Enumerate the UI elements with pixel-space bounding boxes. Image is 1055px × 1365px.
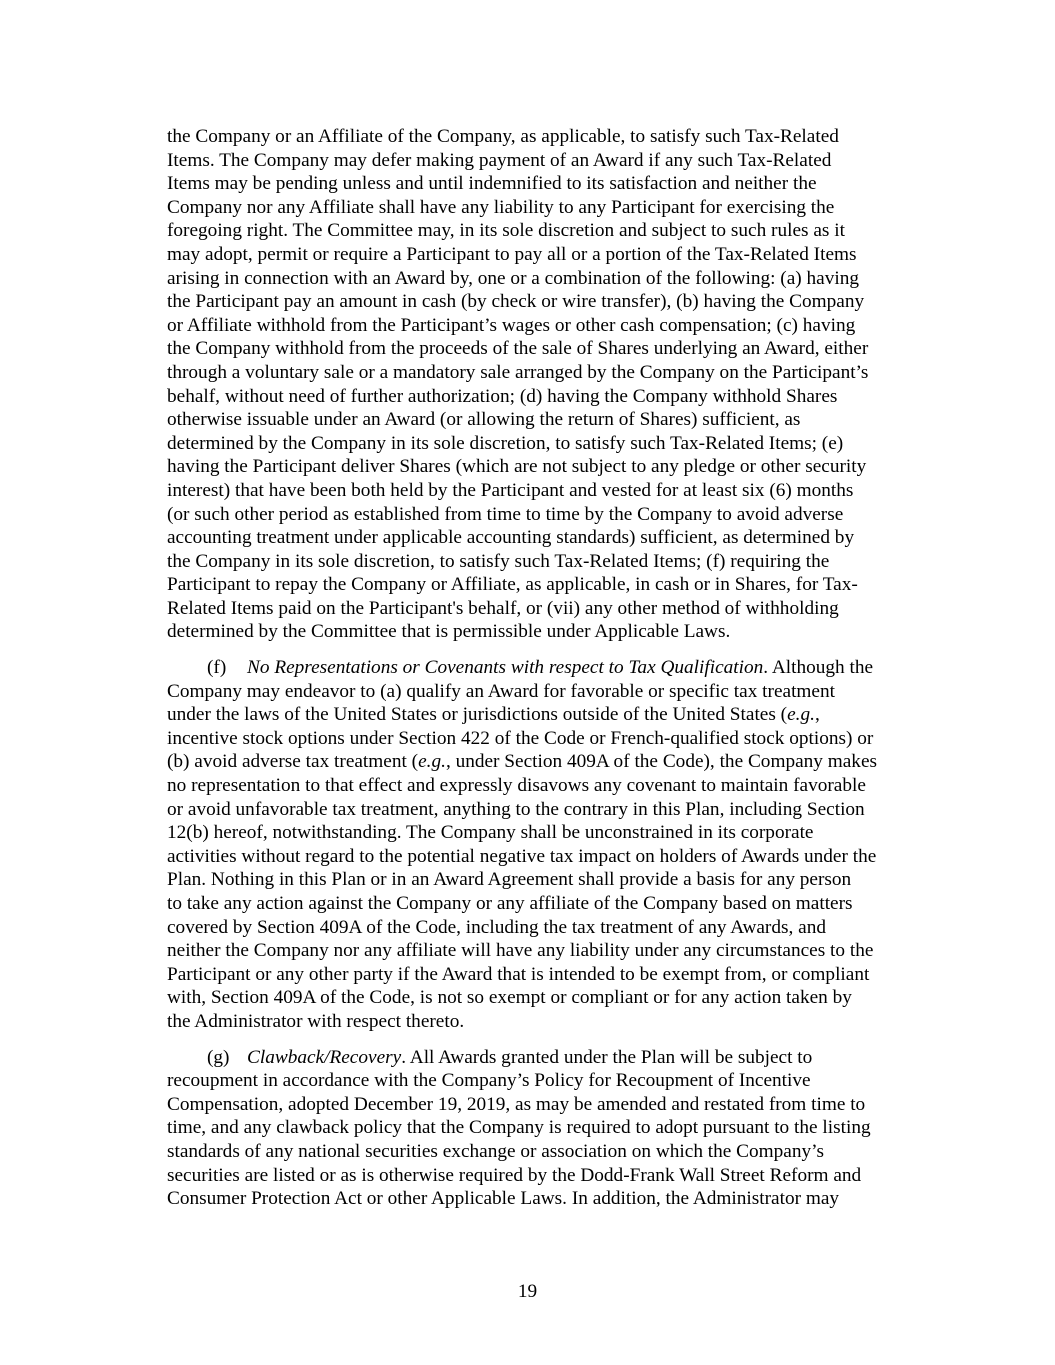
text-line: the Company withhold from the proceeds of the sale of Shares underlying an Award, either [167,338,869,360]
text-line: or avoid unfavorable tax treatment, anything to the contrary in this Plan, including Section [167,798,865,820]
text-line: Items may be pending unless and until indemnified to its satisfaction and neither the [167,173,817,195]
italic-abbreviation: e.g. [787,704,815,726]
text-line: with, Section 409A of the Code, is not so exempt or compliant or for any action taken by [167,987,852,1009]
section-letter: (g) [207,1046,230,1068]
text-line: arising in connection with an Award by, one or a combination of the following: (a) having [167,267,860,289]
text-line [167,703,933,727]
text-line: through a voluntary sale or a mandatory sale arranged by the Company on the Participant’s [167,361,869,383]
text-line: activities without regard to the potential negative tax impact on holders of Awards under the [167,845,877,867]
text-line: (or such other period as established from time to time by the Company to avoid adverse [167,503,844,525]
text-line: Company nor any Affiliate shall have any liability to any Participant for exercising the [167,196,835,218]
text-line: incentive stock options under Section 422 of the Code or French-qualified stock options) or [167,727,874,749]
text-line: the Participant pay an amount in cash (by check or wire transfer), (b) having the Company [167,291,865,313]
text-line: having the Participant deliver Shares (which are not subject to any pledge or other security [167,456,867,478]
text-line [167,656,933,680]
section-letter: (f) [207,657,227,679]
text-line: neither the Company nor any affiliate will have any liability under any circumstances to the [167,940,874,962]
text-run: (b) avoid adverse tax treatment ( [167,751,419,773]
text-line: Compensation, adopted December 19, 2019, as may be amended and restated from time to [167,1093,866,1115]
text-line: foregoing right. The Committee may, in its sole discretion and subject to such rules as it [167,220,845,242]
text-run: . All Awards granted under the Plan will be subject to [401,1046,813,1068]
text-run: , under Section 409A of the Code), the Company makes [445,751,878,773]
text-run: under the laws of the United States or jurisdictions outside of the United States ( [167,704,788,726]
page-number: 19 [517,1281,538,1302]
text-line: behalf, without need of further authorization; (d) having the Company withhold Shares [167,385,838,407]
text-line: the Company in its sole discretion, to satisfy such Tax-Related Items; (f) requiring the [167,550,830,572]
text-line: or Affiliate withhold from the Participant’s wages or other cash compensation; (c) having [167,314,856,336]
text-line: standards of any national securities exchange or association on which the Company’s [167,1140,824,1162]
text-line [167,1046,933,1070]
text-line: Participant or any other party if the Award that is intended to be exempt from, or compliant [167,963,870,985]
text-line: interest) that have been both held by the Participant and vested for at least six (6) months [167,479,854,501]
text-line: no representation to that effect and expressly disavows any covenant to maintain favorable [167,775,866,797]
paragraph-spacer [167,644,933,656]
text-line: Company may endeavor to (a) qualify an Award for favorable or specific tax treatment [167,680,835,702]
text-run: . Although the [763,657,874,679]
text-line: Items. The Company may defer making payment of an Award if any such Tax-Related [167,149,832,171]
text-line: determined by the Committee that is permissible under Applicable Laws. [167,621,731,643]
text-line [167,750,933,774]
text-line: otherwise issuable under an Award (or allowing the return of Shares) sufficient, as [167,409,801,431]
text-line: covered by Section 409A of the Code, including the tax treatment of any Awards, and [167,916,826,938]
text-line: the Company or an Affiliate of the Company, as applicable, to satisfy such Tax-Related [167,126,839,147]
text-line: securities are listed or as is otherwise required by the Dodd-Frank Wall Street Reform and [167,1164,862,1186]
section-heading: Clawback/Recovery [247,1046,402,1068]
text-line: to take any action against the Company or any affiliate of the Company based on matters [167,893,853,914]
text-line: Plan. Nothing in this Plan or in an Award Agreement shall provide a basis for any person [167,869,852,891]
text-line: Participant to repay the Company or Affiliate, as applicable, in cash or in Shares, for Tax- [167,574,858,596]
text-line: 12(b) hereof, notwithstanding. The Company shall be unconstrained in its corporate [167,822,814,844]
paragraph-f [167,656,933,1034]
text-line: determined by the Company in its sole discretion, to satisfy such Tax-Related Items; (e) [167,432,844,454]
italic-abbreviation: e.g. [418,751,446,773]
paragraph-g [167,1046,933,1211]
paragraph-spacer [167,1034,933,1046]
page-body [167,125,933,1211]
text-line: Consumer Protection Act or other Applicable Laws. In addition, the Administrator may [167,1188,840,1210]
text-line: Related Items paid on the Participant's behalf, or (vii) any other method of withholding [167,597,839,619]
text-run: , [814,704,820,726]
text-line: accounting treatment under applicable accounting standards) sufficient, as determined by [167,527,855,549]
text-line: time, and any clawback policy that the Company is required to adopt pursuant to the listing [167,1117,871,1139]
paragraph-e-continuation [167,125,933,644]
text-line: the Administrator with respect thereto. [167,1010,465,1032]
text-line: may adopt, permit or require a Participant to pay all or a portion of the Tax-Related Items [167,243,857,265]
section-heading: No Representations or Covenants with respect to Tax Qualification [247,657,764,679]
text-line: recoupment in accordance with the Company’s Policy for Recoupment of Incentive [167,1070,811,1092]
